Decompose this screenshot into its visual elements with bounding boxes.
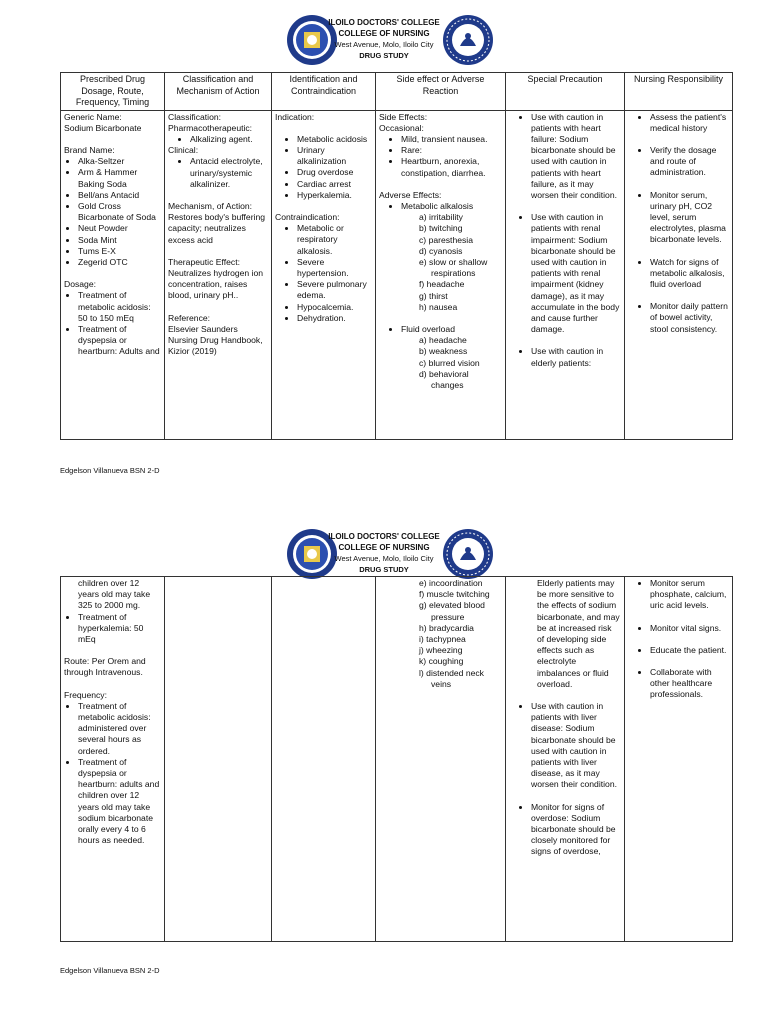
column-header-precaution: Special Precaution bbox=[506, 73, 625, 111]
cell-indication bbox=[272, 577, 376, 942]
list-item: b) twitching bbox=[419, 223, 463, 234]
list-item: • Monitor for signs of overdose: Sodium bicarbonate should be closely monitored for signs of overdose, bbox=[531, 802, 621, 858]
document-title: DRUG STUDY bbox=[359, 565, 409, 574]
nursing-seal-icon bbox=[442, 14, 494, 66]
list-item: • Severe pulmonary edema. bbox=[297, 279, 372, 301]
list-item: • Use with caution in elderly patients: bbox=[531, 346, 621, 368]
department-name: COLLEGE OF NURSING bbox=[338, 29, 430, 38]
list-item: • Antacid electrolyte, urinary/systemic alkalinizer. bbox=[190, 156, 268, 190]
document-header bbox=[0, 12, 768, 74]
column-header-indication: Identification and Contraindication bbox=[272, 73, 376, 111]
college-address: West Avenue, Molo, Iloilo City bbox=[334, 40, 434, 49]
column-header-nursing: Nursing Responsibility bbox=[625, 73, 733, 111]
list-item: c) paresthesia bbox=[419, 234, 473, 245]
pharm-label: Pharmacotherapeutic: bbox=[168, 122, 253, 133]
side-effects-label: Side Effects: bbox=[379, 111, 428, 122]
list-item: a) irritability bbox=[419, 212, 463, 223]
list-item: d) behavioral changes bbox=[419, 368, 469, 390]
list-item: l) distended neck veins bbox=[419, 667, 484, 689]
list-item: • Rare: bbox=[401, 145, 502, 156]
column-header-side-effects: Side effect or Adverse Reaction bbox=[376, 73, 506, 111]
list-item: children over 12 years old may take 325 to 2000 mg. bbox=[78, 578, 151, 611]
list-item: • Treatment of dyspepsia or heartburn: adults and children over 12 years old may take sodium bicarbonate orally every 4 to 6 hours as needed. bbox=[78, 757, 161, 847]
list-item: k) coughing bbox=[419, 656, 464, 667]
cell-classification bbox=[165, 577, 272, 942]
list-item: • Metabolic alkalosis bbox=[401, 201, 502, 212]
generic-name: Sodium Bicarbonate bbox=[64, 122, 142, 133]
contraindication-label: Contraindication: bbox=[275, 211, 340, 222]
clinical-label: Clinical: bbox=[168, 145, 199, 156]
list-item: • Use with caution in patients with heart failure: Sodium bicarbonate should be used with caution in patients with heart failure, as it may worsen their condition. bbox=[531, 112, 621, 202]
list-item: • Cardiac arrest bbox=[297, 179, 372, 190]
therapeutic-effect-label: Therapeutic Effect: bbox=[168, 256, 240, 267]
drug-study-table bbox=[60, 72, 733, 440]
list-item: e) slow or shallow respirations bbox=[419, 256, 488, 279]
list-item: • Treatment of dyspepsia or heartburn: Adults and bbox=[78, 324, 161, 358]
list-item: • Verify the dosage and route of administration. bbox=[650, 145, 729, 179]
list-item: e) incoordination bbox=[419, 578, 483, 588]
classification-label: Classification: bbox=[168, 111, 222, 122]
brand-label: Brand Name: bbox=[64, 144, 115, 155]
cell-precaution bbox=[506, 577, 625, 942]
cell-drug bbox=[61, 110, 165, 439]
cell-side-effects bbox=[376, 110, 506, 439]
list-item: • Metabolic or respiratory alkalosis. bbox=[297, 223, 372, 257]
list-item: • Treatment of hyperkalemia: 50 mEq bbox=[78, 612, 161, 646]
list-item: • Arm & Hammer Baking Soda bbox=[78, 167, 161, 189]
list-item: • Hyperkalemia. bbox=[297, 190, 372, 201]
department-name: COLLEGE OF NURSING bbox=[338, 543, 430, 552]
list-item: • Zegerid OTC bbox=[78, 257, 161, 268]
footer-author: Edgelson Villanueva BSN 2-D bbox=[60, 966, 160, 975]
list-item: d) cyanosis bbox=[419, 245, 463, 256]
page-2 bbox=[0, 512, 768, 1024]
list-item: • Heartburn, anorexia, constipation, diarrhea. bbox=[401, 156, 502, 178]
list-item: • Gold Cross Bicarbonate of Soda bbox=[78, 201, 161, 223]
list-item: • Dehydration. bbox=[297, 313, 372, 324]
list-item: • Monitor serum phosphate, calcium, uric acid levels. bbox=[650, 578, 729, 612]
column-header-classification: Classification and Mechanism of Action bbox=[165, 73, 272, 111]
therapeutic-effect-text: Neutralizes hydrogen ion concentration, raises blood, urinary pH.. bbox=[168, 267, 264, 301]
generic-label: Generic Name: bbox=[64, 111, 122, 122]
frequency-label: Frequency: bbox=[64, 689, 107, 700]
footer-author: Edgelson Villanueva BSN 2-D bbox=[60, 466, 160, 475]
list-item: • Educate the patient. bbox=[650, 645, 729, 656]
list-item: • Hypocalcemia. bbox=[297, 302, 372, 313]
list-item: • Treatment of metabolic acidosis: 50 to 150 mEq bbox=[78, 290, 161, 324]
reference-text: Elsevier Saunders Nursing Drug Handbook, Kizior (2019) bbox=[168, 323, 263, 357]
list-item: i) tachypnea bbox=[419, 634, 466, 645]
college-address: West Avenue, Molo, Iloilo City bbox=[334, 554, 434, 563]
cell-side-effects bbox=[376, 577, 506, 942]
list-item: h) nausea bbox=[419, 301, 458, 312]
list-item: • Watch for signs of metabolic alkalosis, fluid overload bbox=[650, 257, 729, 291]
cell-classification bbox=[165, 110, 272, 439]
list-item: • Monitor vital signs. bbox=[650, 623, 729, 634]
adverse-effects-label: Adverse Effects: bbox=[379, 189, 442, 200]
list-item: • Use with caution in patients with liver disease: Sodium bicarbonate should be used with caution in patients with liver disease, as it may worsen their condition. bbox=[531, 701, 621, 791]
cell-nursing bbox=[625, 110, 733, 439]
document-title: DRUG STUDY bbox=[359, 51, 409, 60]
moa-label: Mechanism, of Action: bbox=[168, 200, 253, 211]
list-item: • Soda Mint bbox=[78, 235, 161, 246]
nursing-seal-icon bbox=[442, 528, 494, 580]
list-item: • Tums E-X bbox=[78, 246, 161, 257]
list-item: • Collaborate with other healthcare professionals. bbox=[650, 667, 729, 701]
list-item: a) headache bbox=[419, 335, 467, 346]
list-item: • Drug overdose bbox=[297, 167, 372, 178]
list-item: j) wheezing bbox=[419, 645, 463, 656]
route-text: Route: Per Orem and through Intravenous. bbox=[64, 656, 146, 678]
list-item: • Severe hypertension. bbox=[297, 257, 372, 279]
cell-drug bbox=[61, 577, 165, 942]
list-item: g) elevated blood pressure bbox=[419, 600, 485, 622]
list-item: • Metabolic acidosis bbox=[297, 134, 372, 145]
list-item: g) thirst bbox=[419, 290, 448, 301]
column-header-drug: Prescribed Drug Dosage, Route, Frequency, Timing bbox=[61, 73, 165, 111]
list-item: f) muscle twitching bbox=[419, 589, 490, 600]
list-item: • Mild, transient nausea. bbox=[401, 134, 502, 145]
list-item: • Assess the patient's medical history bbox=[650, 112, 729, 134]
reference-label: Reference: bbox=[168, 312, 211, 323]
list-item: • Monitor serum, urinary pH, CO2 level, serum electrolytes, plasma bicarbonate levels. bbox=[650, 190, 729, 246]
list-item: • Bell/ans Antacid bbox=[78, 190, 161, 201]
list-item: h) bradycardia bbox=[419, 622, 474, 633]
list-item: • Monitor daily pattern of bowel activity, stool consistency. bbox=[650, 301, 729, 335]
list-item: • Alkalizing agent. bbox=[190, 134, 268, 145]
dosage-label: Dosage: bbox=[64, 279, 97, 290]
occasional-label: Occasional: bbox=[379, 122, 424, 133]
list-item: • Use with caution in patients with renal impairment: Sodium bicarbonate should be used with caution in patients with renal impairment (kidney damage), as it may accumulate in the body and cause further damage. bbox=[531, 212, 621, 335]
list-item: • Treatment of metabolic acidosis: administered over several hours as ordered. bbox=[78, 701, 161, 757]
cell-nursing bbox=[625, 577, 733, 942]
list-item: f) headache bbox=[419, 279, 465, 290]
college-name: ILOILO DOCTORS' COLLEGE bbox=[328, 18, 440, 27]
list-item: b) weakness bbox=[419, 346, 468, 357]
indication-label: Indication: bbox=[275, 111, 315, 122]
precaution-continued: Elderly patients may be more sensitive to the effects of sodium bicarbonate, and may be at increased risk of developing side effects such as electrolyte imbalances or fluid overload. bbox=[537, 578, 620, 689]
list-item: c) blurred vision bbox=[419, 357, 480, 368]
list-item: • Fluid overload bbox=[401, 324, 502, 335]
list-item: • Neut Powder bbox=[78, 223, 161, 234]
cell-precaution bbox=[506, 110, 625, 439]
college-name: ILOILO DOCTORS' COLLEGE bbox=[328, 532, 440, 541]
drug-study-table-continued bbox=[60, 576, 733, 942]
cell-indication bbox=[272, 110, 376, 439]
list-item: • Urinary alkalinization bbox=[297, 145, 372, 167]
list-item: • Alka-Seltzer bbox=[78, 156, 161, 167]
moa-text: Restores body's buffering capacity; neutralizes excess acid bbox=[168, 212, 266, 245]
